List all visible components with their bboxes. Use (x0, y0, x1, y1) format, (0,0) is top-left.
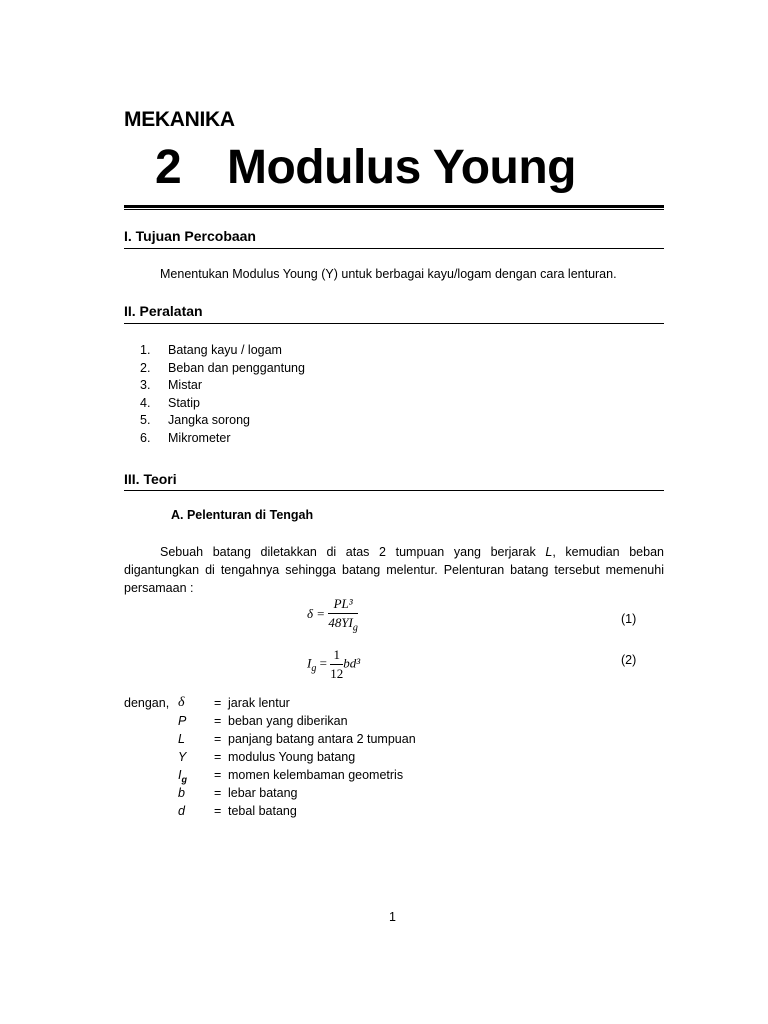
subsection-heading: A. Pelenturan di Tengah (171, 508, 314, 522)
definition-equals: = (214, 768, 222, 782)
list-item (140, 377, 305, 395)
equation-number-1: (1) (621, 612, 637, 626)
definition-desc: momen kelembaman geometris (228, 768, 404, 782)
equation-number-2: (2) (621, 653, 637, 667)
list-item-label: Beban dan penggantung (168, 360, 305, 375)
title-rule-thick (124, 205, 664, 208)
paragraph-text-before: Sebuah batang diletakkan di atas 2 tumpuan yang berjarak (160, 545, 546, 559)
list-item-number: 1. (140, 343, 151, 357)
list-item-number: 2. (140, 360, 151, 375)
definition-desc: tebal batang (228, 804, 297, 818)
paragraph-text-after: , kemudian beban digantungkan di tengahnya sehingga batang melentur. Pelenturan batang tersebut memenuhi persamaan : (124, 545, 664, 595)
paragraph-variable: L (545, 545, 553, 559)
objective-text: Menentukan Modulus Young (Y) untuk berbagai kayu/logam dengan cara lenturan. (160, 267, 617, 281)
fraction-denominator (328, 614, 358, 634)
equation-lhs: δ = (307, 605, 326, 621)
list-item-label: Jangka sorong (168, 413, 251, 428)
definition-equals: = (214, 696, 222, 710)
definition-symbol: Y (178, 750, 187, 764)
definition-equals: = (214, 786, 222, 800)
equation-rhs: bd³ (343, 655, 361, 671)
definition-desc: beban yang diberikan (228, 714, 348, 728)
definition-equals: = (214, 750, 222, 764)
list-item-label: Mikrometer (168, 430, 231, 445)
section-rule (124, 248, 664, 249)
equation-fraction (328, 596, 358, 634)
title-rule-thin (124, 209, 664, 210)
section-rule (124, 490, 664, 491)
chapter-number: 2 (155, 141, 182, 194)
list-item-number: 4. (140, 395, 151, 410)
definition-symbol: d (178, 804, 185, 818)
list-item (140, 395, 305, 413)
denominator-subscript: g (352, 622, 358, 634)
section-heading-peralatan: II. Peralatan (124, 303, 203, 319)
fraction-numerator: PL³ (328, 596, 358, 614)
definition-symbol: L (178, 732, 185, 746)
list-item-number: 5. (140, 413, 151, 428)
chapter-title: Modulus Young (227, 141, 576, 194)
list-item (140, 430, 305, 448)
topic-label: MEKANIKA (124, 108, 235, 131)
symbol-main: I (178, 768, 182, 782)
list-item-number: 3. (140, 378, 151, 393)
list-item (140, 342, 305, 360)
definition-symbol: δ (178, 695, 185, 710)
definition-desc: jarak lentur (228, 696, 290, 710)
equation-lhs: I (307, 655, 312, 671)
equipment-list (140, 342, 305, 448)
list-item-label: Mistar (168, 378, 203, 393)
lhs-subscript: g (311, 663, 317, 675)
fraction-denominator: 12 (330, 666, 344, 681)
equation-2 (307, 647, 360, 682)
denominator-main: 48YI (328, 615, 353, 630)
definitions-lead: dengan, (124, 696, 170, 710)
definition-equals: = (214, 732, 222, 746)
theory-paragraph (124, 543, 664, 597)
equation-1 (307, 596, 358, 634)
definition-symbol: b (178, 786, 185, 800)
list-item-label: Batang kayu / logam (168, 343, 282, 357)
section-rule (124, 323, 664, 324)
symbol-subscript: g (181, 774, 187, 785)
definition-symbol: P (178, 714, 187, 728)
equals-sign: = (319, 655, 327, 671)
definition-desc: panjang batang antara 2 tumpuan (228, 732, 416, 746)
list-item-label: Statip (168, 395, 200, 410)
fraction-numerator: 1 (330, 647, 343, 665)
section-heading-tujuan: I. Tujuan Percobaan (124, 228, 256, 244)
page-number: 1 (389, 910, 396, 924)
list-item-number: 6. (140, 430, 151, 445)
equation-fraction (330, 647, 343, 682)
section-heading-teori: III. Teori (124, 471, 177, 487)
definition-equals: = (214, 714, 222, 728)
definition-equals: = (214, 804, 222, 818)
definition-desc: modulus Young batang (228, 750, 356, 764)
definition-desc: lebar batang (228, 786, 298, 800)
list-item (140, 412, 305, 430)
list-item (140, 360, 305, 378)
